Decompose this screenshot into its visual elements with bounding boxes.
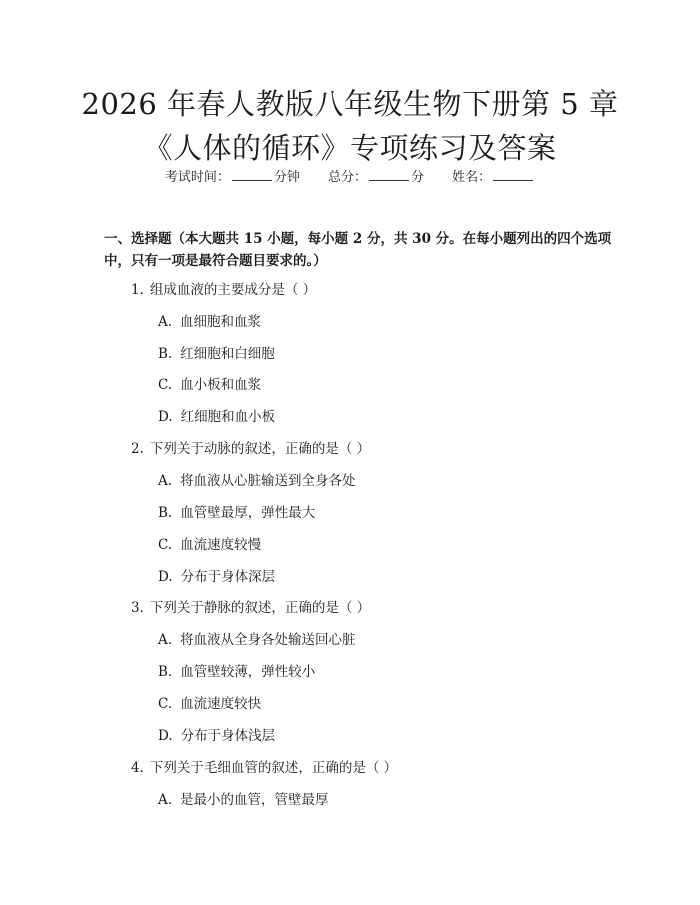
question-text: 下列关于静脉的叙述，正确的是（ ） [149, 600, 371, 616]
exam-time-unit: 分钟 [273, 170, 300, 185]
question-2-option-b [158, 503, 315, 523]
option-text: 将血液从心脏输送到全身各处 [180, 473, 356, 489]
question-1 [131, 280, 316, 300]
option-letter: D. [158, 409, 173, 425]
option-letter: A. [158, 792, 173, 808]
total-score-label: 总分： [327, 170, 367, 185]
question-number: 4. [131, 760, 144, 776]
student-name [452, 170, 535, 185]
question-text: 下列关于毛细血管的叙述，正确的是（ ） [149, 760, 398, 776]
exam-info-line [0, 168, 700, 188]
option-text: 红细胞和白细胞 [180, 346, 275, 362]
exam-time-label: 考试时间： [164, 170, 230, 185]
question-1-option-c [158, 375, 261, 395]
question-2-option-a [158, 471, 356, 491]
option-letter: A. [158, 473, 173, 489]
question-number: 3. [131, 600, 144, 616]
option-text: 血小板和血浆 [180, 377, 262, 393]
total-score-blank [369, 168, 409, 181]
option-letter: B. [158, 664, 173, 680]
option-letter: D. [158, 569, 173, 585]
option-text: 血流速度较快 [180, 696, 262, 712]
option-text: 是最小的血管，管壁最厚 [180, 792, 329, 808]
exam-time-blank [232, 168, 272, 181]
option-text: 红细胞和血小板 [180, 409, 276, 425]
question-number: 2. [131, 441, 144, 457]
question-3 [131, 598, 370, 618]
option-text: 分布于身体浅层 [180, 728, 276, 744]
option-letter: A. [158, 632, 173, 648]
page-title: 2026 年春人教版八年级生物下册第 5 章《人体的循环》专项练习及答案 [81, 87, 619, 165]
question-4-option-a [158, 790, 329, 810]
question-text: 下列关于动脉的叙述，正确的是（ ） [149, 441, 371, 457]
option-text: 将血液从全身各处输送回心脏 [180, 632, 356, 648]
question-4 [131, 758, 397, 778]
section-heading: 一、选择题（本大题共 15 小题，每小题 2 分，共 30 分。在每小题列出的四个选项中，只有一项是最符合题目要求的。） [104, 231, 612, 269]
option-letter: B. [158, 346, 173, 362]
question-2-option-c [158, 535, 261, 555]
question-2-option-d [158, 567, 275, 587]
question-number: 1. [131, 282, 144, 298]
question-3-option-d [158, 726, 275, 746]
question-3-option-a [158, 630, 356, 650]
question-2 [131, 439, 370, 459]
exam-time [165, 170, 304, 185]
option-text: 分布于身体深层 [180, 569, 276, 585]
option-letter: C. [158, 696, 173, 712]
total-score [328, 170, 428, 185]
option-letter: A. [158, 314, 173, 330]
question-3-option-c [158, 694, 261, 714]
student-name-blank [493, 168, 533, 181]
option-text: 血流速度较慢 [180, 537, 262, 553]
option-letter: C. [158, 537, 173, 553]
total-score-unit: 分 [411, 170, 425, 185]
question-1-option-d [158, 407, 275, 427]
option-text: 血管壁较薄，弹性较小 [180, 664, 316, 680]
option-letter: D. [158, 728, 173, 744]
question-3-option-b [158, 662, 315, 682]
student-name-label: 姓名： [452, 170, 492, 185]
option-letter: B. [158, 505, 173, 521]
option-letter: C. [158, 377, 173, 393]
question-text: 组成血液的主要成分是（ ） [149, 282, 317, 298]
question-1-option-b [158, 344, 275, 364]
option-text: 血细胞和血浆 [180, 314, 262, 330]
option-text: 血管壁最厚，弹性最大 [180, 505, 316, 521]
question-1-option-a [158, 312, 261, 332]
